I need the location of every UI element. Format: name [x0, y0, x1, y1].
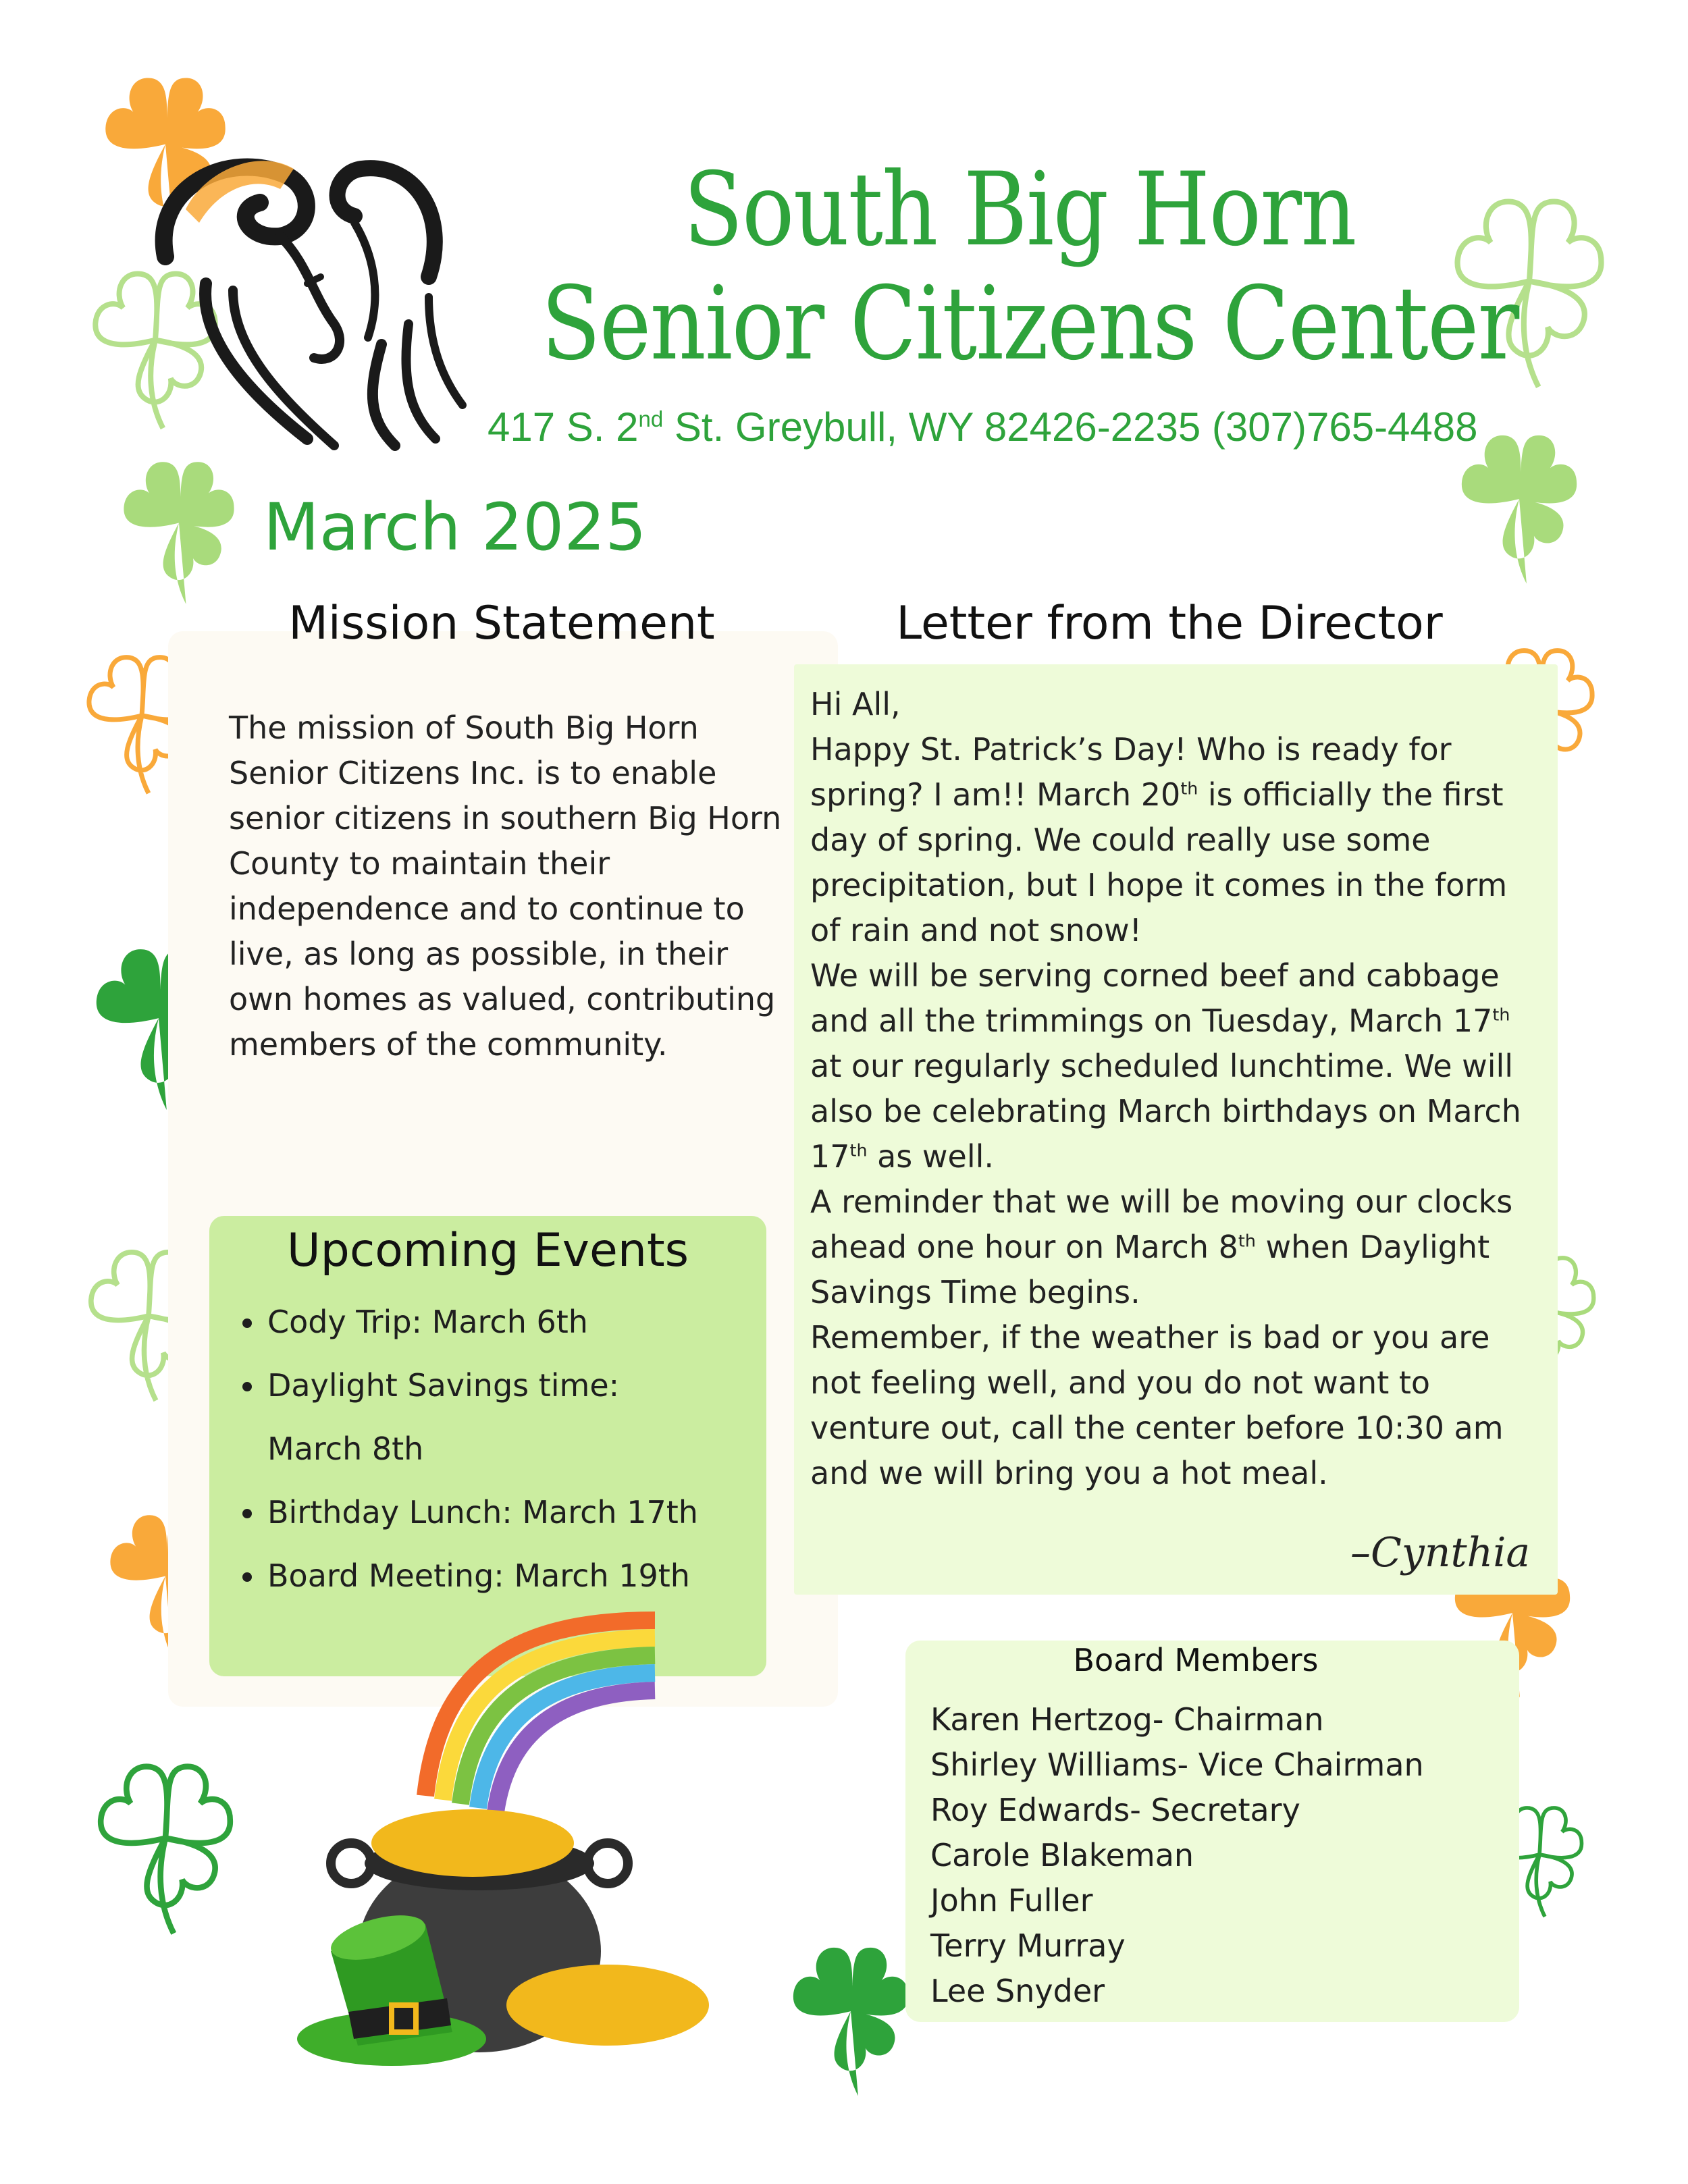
board-heading: Board Members	[1073, 1642, 1319, 1678]
board-member: Roy Edwards- Secretary	[930, 1792, 1300, 1828]
mission-heading: Mission Statement	[288, 597, 715, 650]
board-members-panel	[905, 1641, 1519, 2022]
text: as well.	[867, 1138, 995, 1175]
issue-date: March 2025	[263, 489, 647, 565]
address-sup: nd	[638, 406, 664, 431]
text: is officially the first day of spring. We could really use some precipitation, but I hope it comes in the form of rain and not snow!	[810, 776, 1508, 949]
letter-paragraph-1	[810, 727, 1539, 953]
letter-paragraph-4: Remember, if the weather is bad or you are not feeling well, and you do not want to venture out, call the center before 10:30 am and we will bring you a hot meal.	[810, 1319, 1504, 1491]
text: A reminder that we will be moving our clocks ahead one hour on March 8	[810, 1183, 1513, 1265]
events-list	[209, 1290, 779, 1607]
sup: th	[1238, 1231, 1256, 1251]
text: when Daylight Savings Time begins.	[810, 1229, 1490, 1310]
events-heading: Upcoming Events	[286, 1224, 689, 1277]
letter-paragraph-3	[810, 1179, 1539, 1315]
letter-paragraph-2	[810, 953, 1539, 1179]
shamrock-lightgreen-left-icon	[101, 452, 257, 608]
board-member: Karen Hertzog- Chairman	[930, 1701, 1324, 1738]
address-suffix: St. Greybull, WY 82426-2235 (307)765-4488	[663, 404, 1478, 450]
signature: –Cynthia	[1350, 1529, 1531, 1576]
text: Happy St. Patrick’s Day! Who is ready for spring? I am!! March 20	[810, 731, 1452, 813]
board-member: Shirley Williams- Vice Chairman	[930, 1747, 1424, 1783]
text: We will be serving corned beef and cabbage and all the trimmings on Tuesday, March 17	[810, 957, 1500, 1039]
shamrock-green-bottom-icon	[776, 1938, 925, 2100]
board-member: Carole Blakeman	[930, 1837, 1194, 1873]
pot-of-gold-illustration	[290, 1593, 749, 2079]
event-item: • Cody Trip: March 6th	[266, 1290, 779, 1354]
sup: th	[849, 1140, 868, 1161]
letter-heading: Letter from the Director	[896, 597, 1443, 650]
title-line-2: Senior Citizens Center	[541, 265, 1519, 383]
board-list	[930, 1697, 1424, 2014]
event-item: • Birthday Lunch: March 17th	[266, 1481, 779, 1544]
ram-logo	[111, 122, 469, 459]
event-item: • Daylight Savings time: March 8th	[266, 1354, 645, 1481]
shamrock-outline-green-bottomleft-icon	[81, 1755, 250, 1938]
sup: th	[1180, 778, 1198, 799]
event-item: • Board Meeting: March 19th	[266, 1544, 779, 1607]
board-member: John Fuller	[930, 1882, 1093, 1919]
address-prefix: 417 S. 2	[487, 404, 639, 450]
title-line-1: South Big Horn	[683, 151, 1356, 269]
letter-greeting: Hi All,	[810, 686, 901, 722]
board-member: Lee Snyder	[930, 1973, 1105, 2009]
sup: th	[1492, 1005, 1510, 1025]
mission-text: The mission of South Big Horn Senior Citizens Inc. is to enable senior citizens in southern Big Horn County to maintain their independence and to continue to live, as long as possible, in their own homes as valued, contributing members of the community.	[229, 710, 782, 1063]
address-line	[487, 404, 1478, 450]
letter-body	[810, 682, 1539, 1496]
text: at our regularly scheduled lunchtime. We will also be celebrating March birthdays on March 17	[810, 1048, 1521, 1175]
board-member: Terry Murray	[930, 1927, 1126, 1964]
